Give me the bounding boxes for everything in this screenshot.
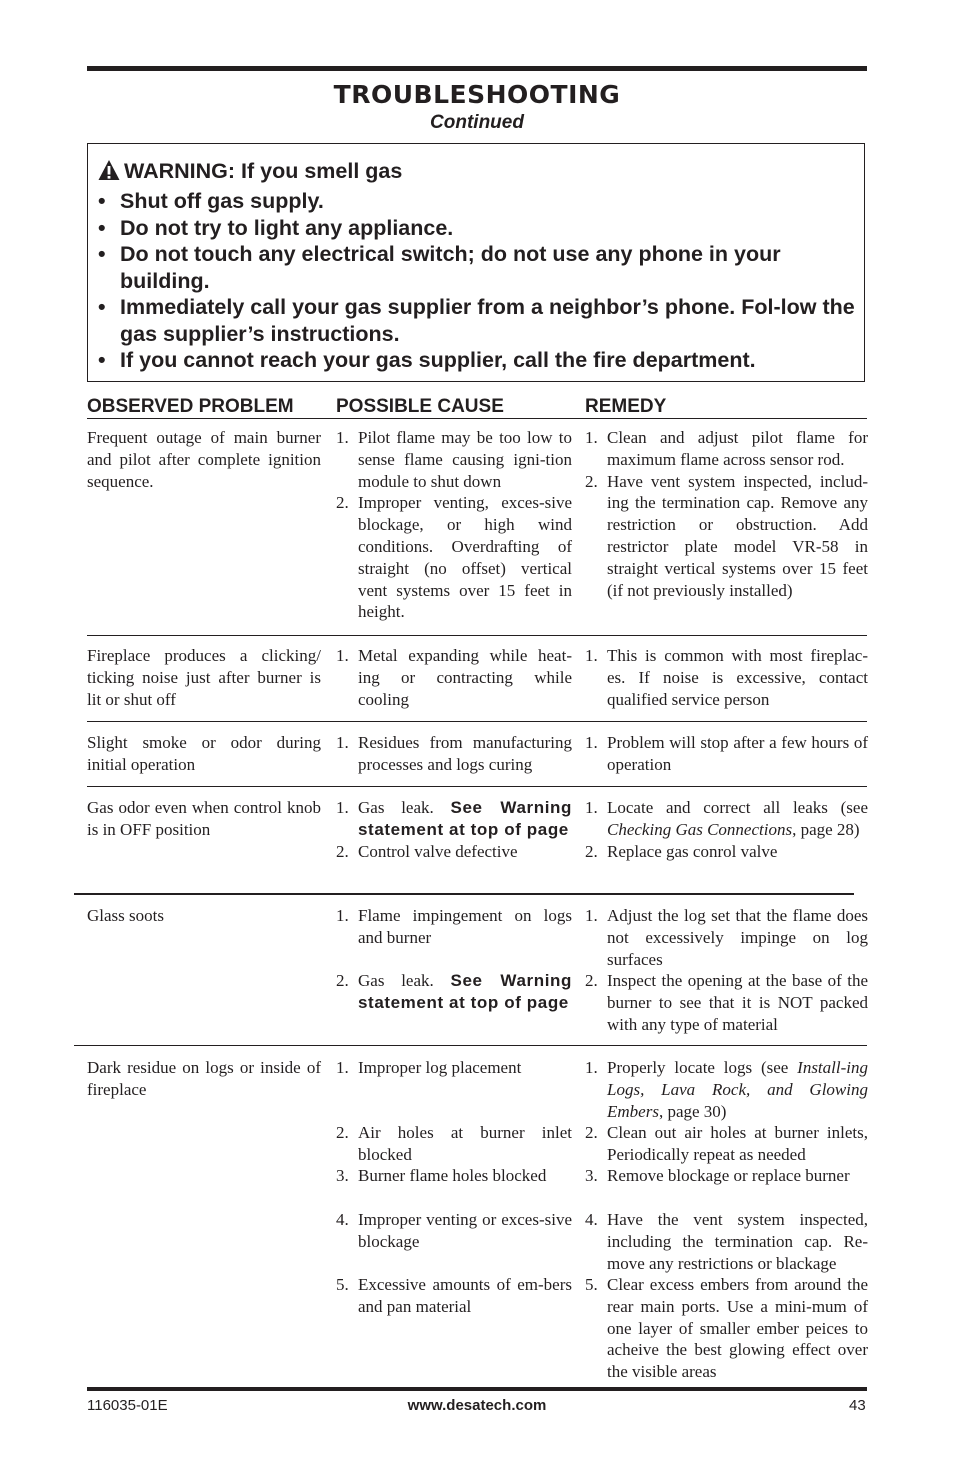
remedy-item bbox=[585, 1057, 868, 1122]
cause-item bbox=[336, 645, 572, 710]
remedy-text: Adjust the log set that the flame does not excessively impinge on log surfaces bbox=[607, 906, 868, 969]
remedy-text: Clean out air holes at burner inlets, Periodically repeat as needed bbox=[607, 1123, 868, 1164]
top-rule bbox=[87, 66, 867, 71]
remedy-item bbox=[585, 841, 868, 863]
warning-item-text: Immediately call your gas supplier from a neighbor’s phone. Fol-low the gas supplier’s instructions. bbox=[120, 295, 855, 346]
cause-item bbox=[336, 1122, 572, 1166]
cause-item bbox=[336, 1165, 572, 1187]
see-warning-note: See Warning statement at top of page bbox=[358, 798, 572, 839]
item-number: 1. bbox=[585, 798, 598, 817]
cause-text: Burner flame holes blocked bbox=[358, 1166, 547, 1185]
bullet: • bbox=[98, 295, 106, 319]
item-number: 1. bbox=[336, 428, 349, 447]
bullet: • bbox=[98, 189, 106, 213]
item-number: 1. bbox=[585, 646, 598, 665]
observed-problem: Gas odor even when control knob is in OFF position bbox=[87, 798, 321, 839]
warning-list bbox=[98, 188, 858, 374]
observed-problem: Frequent outage of main burner and pilot after complete ignition sequence. bbox=[87, 428, 321, 491]
doc-number: 116035-01E bbox=[87, 1397, 168, 1414]
header-rule bbox=[87, 418, 867, 419]
cause-text: Excessive amounts of em-bers and pan material bbox=[358, 1275, 572, 1316]
item-number: 1. bbox=[336, 906, 349, 925]
item-number: 2. bbox=[336, 841, 349, 861]
item-number: 2. bbox=[585, 1123, 598, 1142]
item-number: 1. bbox=[336, 798, 349, 817]
possible-cause-list bbox=[336, 645, 572, 710]
item-number: 2. bbox=[336, 1123, 349, 1142]
cause-text: Gas leak. bbox=[358, 798, 451, 817]
remedy-text: Locate and correct all leaks (see bbox=[607, 798, 868, 817]
section-reference: Checking Gas Connections bbox=[607, 819, 793, 839]
bullet: • bbox=[98, 242, 106, 266]
item-number: 1. bbox=[585, 733, 598, 752]
remedy-item bbox=[585, 732, 868, 776]
table-row bbox=[0, 905, 954, 1040]
remedy-item bbox=[585, 1274, 868, 1383]
warning-item bbox=[98, 241, 858, 294]
item-number: 4. bbox=[336, 1210, 349, 1229]
remedy-text: Remove blockage or replace burner bbox=[607, 1166, 850, 1185]
table-row bbox=[0, 1057, 954, 1383]
table-row bbox=[0, 427, 954, 637]
row-divider bbox=[74, 1045, 867, 1046]
cause-item bbox=[336, 1057, 572, 1079]
remedy-item bbox=[585, 427, 868, 471]
item-number: 1. bbox=[336, 1058, 349, 1077]
page-number: 43 bbox=[849, 1397, 866, 1414]
remedy-text: Have the vent system inspected, including the termination cap. Re-move any restrictions or blackage bbox=[607, 1210, 868, 1273]
row-divider bbox=[74, 893, 854, 895]
warning-item-text: Shut off gas supply. bbox=[120, 189, 324, 213]
remedy-item bbox=[585, 1209, 868, 1274]
table-row bbox=[0, 797, 954, 889]
remedy-list bbox=[585, 732, 868, 776]
remedy-text: Problem will stop after a few hours of operation bbox=[607, 733, 868, 774]
cause-text: Improper log placement bbox=[358, 1058, 522, 1077]
possible-cause-list bbox=[336, 427, 572, 623]
remedy-item bbox=[585, 645, 868, 710]
warning-item bbox=[98, 215, 858, 242]
remedy-text: Properly locate logs (see bbox=[607, 1058, 798, 1077]
cause-text: Control valve defective bbox=[358, 841, 518, 861]
item-number: 1. bbox=[585, 906, 598, 925]
row-divider bbox=[87, 635, 867, 636]
bullet: • bbox=[98, 215, 106, 240]
cause-item bbox=[336, 492, 572, 623]
page-title: TROUBLESHOOTING bbox=[333, 80, 621, 109]
cause-item bbox=[336, 970, 572, 1014]
item-number: 5. bbox=[585, 1275, 598, 1294]
cause-text: Improper venting, exces-sive blockage, or high wind conditions. Overdrafting of straight (no offset) vertical vent systems over 15 feet in height. bbox=[358, 493, 572, 622]
warning-triangle-icon bbox=[98, 159, 120, 188]
item-number: 2. bbox=[585, 471, 598, 491]
item-number: 1. bbox=[585, 428, 598, 447]
row-divider bbox=[87, 786, 867, 787]
warning-item-text: Do not touch any electrical switch; do not use any phone in your building. bbox=[120, 242, 781, 293]
item-number: 1. bbox=[336, 646, 349, 665]
remedy-list bbox=[585, 427, 868, 601]
observed-problem: Fireplace produces a clicking/ ticking noise just after burner is lit or shut off bbox=[87, 646, 321, 709]
warning-item bbox=[98, 347, 858, 374]
item-number: 1. bbox=[336, 733, 349, 752]
remedy-item bbox=[585, 1165, 868, 1187]
page-subtitle: Continued bbox=[430, 112, 524, 133]
table-row bbox=[0, 732, 954, 780]
warning-item bbox=[98, 188, 858, 215]
remedy-list bbox=[585, 797, 868, 862]
observed-problem: Glass soots bbox=[87, 906, 164, 925]
item-number: 2. bbox=[336, 971, 349, 990]
bullet: • bbox=[98, 348, 106, 372]
cause-text: Air holes at burner inlet blocked bbox=[358, 1123, 572, 1164]
remedy-text: Clean and adjust pilot flame for maximum flame across sensor rod. bbox=[607, 428, 868, 469]
remedy-item bbox=[585, 905, 868, 970]
section-reference: Install-ing Logs, Lava Rock, and Glowing Embers bbox=[607, 1058, 868, 1121]
cause-text: Pilot flame may be too low to sense flame causing igni-tion module to shut down bbox=[358, 428, 572, 491]
cause-text: Improper venting or exces-sive blockage bbox=[358, 1210, 572, 1251]
row-divider bbox=[87, 721, 867, 722]
item-number: 1. bbox=[585, 1058, 598, 1077]
remedy-item bbox=[585, 797, 868, 841]
warning-item-text: If you cannot reach your gas supplier, call the fire department. bbox=[120, 348, 756, 372]
cause-item bbox=[336, 797, 572, 841]
column-header-possible-cause: POSSIBLE CAUSE bbox=[336, 396, 504, 417]
column-header-remedy: REMEDY bbox=[585, 396, 667, 417]
cause-item bbox=[336, 427, 572, 492]
remedy-text-after: , page 30) bbox=[658, 1101, 727, 1121]
warning-heading bbox=[98, 158, 402, 188]
website-link[interactable]: www.desatech.com bbox=[407, 1397, 547, 1414]
possible-cause-list bbox=[336, 797, 572, 862]
column-header-observed-problem: OBSERVED PROBLEM bbox=[87, 396, 294, 417]
remedy-text: Clear excess embers from around the rear main ports. Use a mini-mum of one layer of smaller ember peices to acheive the best glowing effect over the visible areas bbox=[607, 1275, 868, 1382]
observed-problem: Slight smoke or odor during initial operation bbox=[87, 733, 321, 774]
warning-box bbox=[87, 143, 865, 382]
remedy-item bbox=[585, 970, 868, 1035]
remedy-list bbox=[585, 905, 868, 1036]
bottom-rule bbox=[87, 1387, 867, 1391]
remedy-text: Replace gas conrol valve bbox=[607, 841, 778, 861]
remedy-text: Inspect the opening at the base of the burner to see that it is NOT packed with any type of material bbox=[607, 971, 868, 1034]
observed-problem: Dark residue on logs or inside of fireplace bbox=[87, 1058, 321, 1099]
see-warning-note: See Warning statement at top of page bbox=[358, 971, 572, 1012]
cause-item bbox=[336, 1274, 572, 1318]
item-number: 2. bbox=[336, 493, 349, 513]
cause-item bbox=[336, 1209, 572, 1253]
item-number: 2. bbox=[585, 841, 598, 861]
cause-item bbox=[336, 732, 572, 776]
item-number: 3. bbox=[336, 1166, 349, 1185]
warning-heading-text: WARNING: If you smell gas bbox=[124, 159, 403, 183]
item-number: 2. bbox=[585, 971, 598, 991]
cause-text: Metal expanding while heat-ing or contracting while cooling bbox=[358, 646, 572, 709]
cause-text: Residues from manufacturing processes and logs curing bbox=[358, 733, 572, 774]
item-number: 5. bbox=[336, 1275, 349, 1294]
remedy-item bbox=[585, 471, 868, 602]
cause-item bbox=[336, 841, 572, 863]
remedy-text-after: , page 28) bbox=[792, 819, 860, 839]
table-row bbox=[0, 645, 954, 715]
remedy-text: Have vent system inspected, includ-ing the termination cap. Remove any restriction or obstruction. Add restrictor plate model VR-58 in straight vertical systems over 15 feet (if not previously installed) bbox=[607, 471, 868, 600]
cause-text: Gas leak. bbox=[358, 971, 451, 990]
remedy-list bbox=[585, 645, 868, 710]
cause-text: Flame impingement on logs and burner bbox=[358, 906, 572, 947]
warning-item bbox=[98, 294, 858, 347]
remedy-item bbox=[585, 1122, 868, 1166]
item-number: 3. bbox=[585, 1166, 598, 1185]
item-number: 4. bbox=[585, 1210, 598, 1229]
cause-item bbox=[336, 905, 572, 949]
warning-item-text: Do not try to light any appliance. bbox=[120, 215, 454, 240]
possible-cause-list bbox=[336, 732, 572, 776]
remedy-text: This is common with most fireplac-es. If noise is excessive, contact qualified service person bbox=[607, 646, 868, 709]
